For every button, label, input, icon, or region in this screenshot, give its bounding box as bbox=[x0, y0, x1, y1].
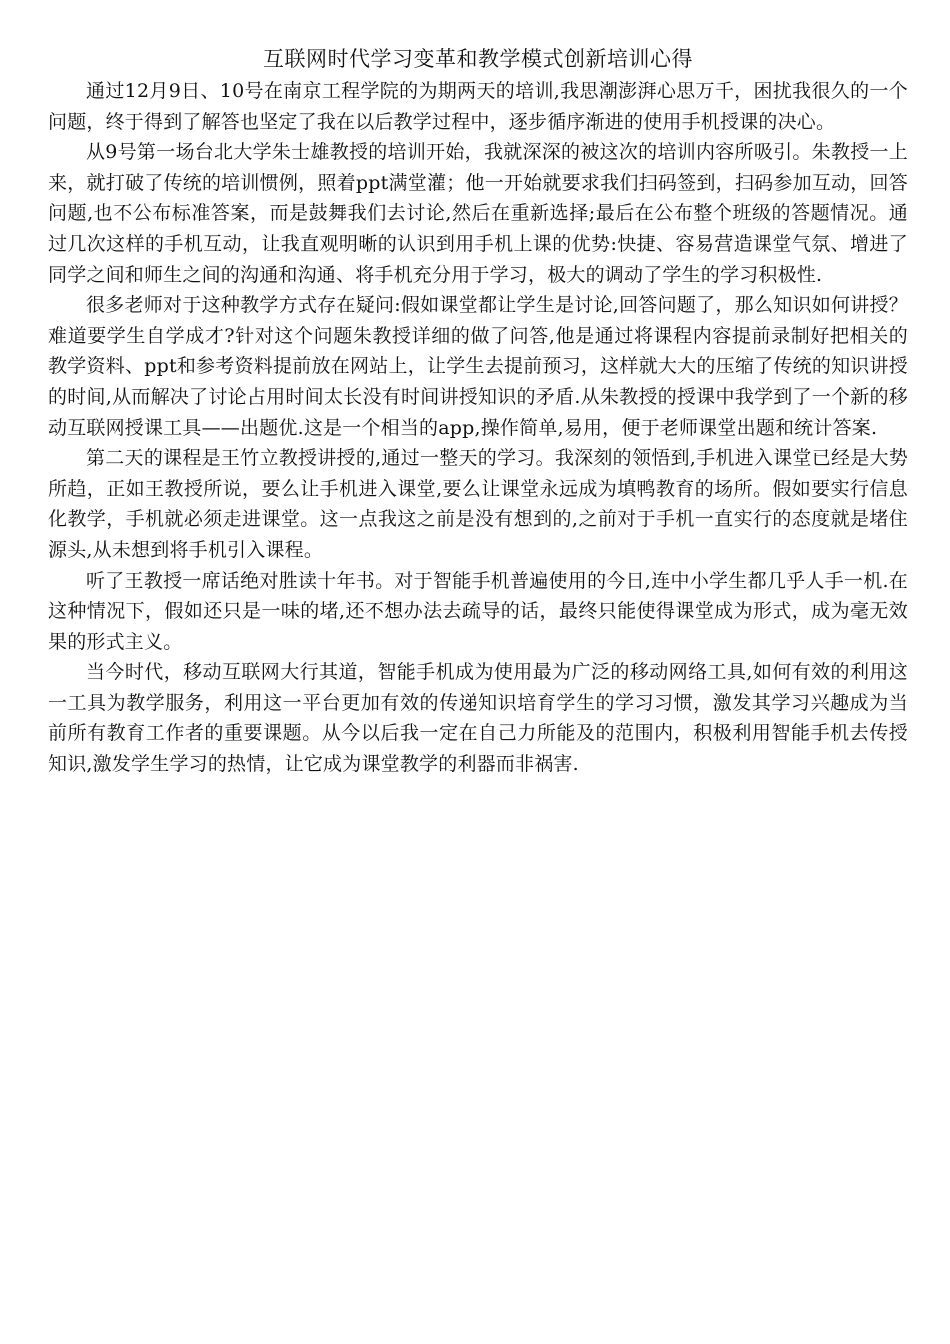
document-page bbox=[48, 44, 908, 780]
paragraph-3: 很多老师对于这种教学方式存在疑问:假如课堂都让学生是讨论,回答问题了，那么知识如何讲授？难道要学生自学成才?针对这个问题朱教授详细的做了问答,他是通过将课程内容提前录制好把相关的教学资料、ppt和参考资料提前放在网站上，让学生去提前预习，这样就大大的压缩了传统的知识讲授的时间,从而解决了讨论占用时间太长没有时间讲授知识的矛盾.从朱教授的授课中我学到了一个新的移动互联网授课工具——出题优.这是一个相当的app,操作简单,易用，便于老师课堂出题和统计答案. bbox=[48, 294, 908, 439]
paragraph-5: 听了王教授一席话绝对胜读十年书。对于智能手机普遍使用的今日,连中小学生都几乎人手一机.在这种情况下，假如还只是一味的堵,还不想办法去疏导的话，最终只能使得课堂成为形式，成为毫无效果的形式主义。 bbox=[48, 569, 908, 653]
paragraph-2: 从9号第一场台北大学朱士雄教授的培训开始，我就深深的被这次的培训内容所吸引。朱教授一上来，就打破了传统的培训惯例，照着ppt满堂灌；他一开始就要求我们扫码签到，扫码参加互动，回答问题,也不公布标准答案，而是鼓舞我们去讨论,然后在重新选择;最后在公布整个班级的答题情况。通过几次这样的手机互动，让我直观明晰的认识到用手机上课的优势:快捷、容易营造课堂气氛、增进了同学之间和师生之间的沟通和沟通、将手机充分用于学习，极大的调动了学生的学习积极性. bbox=[48, 141, 908, 286]
paragraph-4: 第二天的课程是王竹立教授讲授的,通过一整天的学习。我深刻的领悟到,手机进入课堂已经是大势所趋，正如王教授所说，要么让手机进入课堂,要么让课堂永远成为填鸭教育的场所。假如要实行信息化教学，手机就必须走进课堂。这一点我这之前是没有想到的,之前对于手机一直实行的态度就是堵住源头,从未想到将手机引入课程。 bbox=[48, 447, 908, 561]
document-title: 互联网时代学习变革和教学模式创新培训心得 bbox=[263, 47, 693, 71]
paragraph-6: 当今时代，移动互联网大行其道，智能手机成为使用最为广泛的移动网络工具,如何有效的利用这一工具为教学服务，利用这一平台更加有效的传递知识培育学生的学习习惯，激发其学习兴趣成为当前所有教育工作者的重要课题。从今以后我一定在自己力所能及的范围内，积极利用智能手机去传授知识,激发学生学习的热情，让它成为课堂教学的利器而非祸害. bbox=[48, 661, 908, 776]
paragraph-1: 通过12月9日、10号在南京工程学院的为期两天的培训,我思潮澎湃心思万千，困扰我很久的一个问题，终于得到了解答也坚定了我在以后教学过程中，逐步循序渐进的使用手机授课的决心。 bbox=[48, 80, 908, 133]
